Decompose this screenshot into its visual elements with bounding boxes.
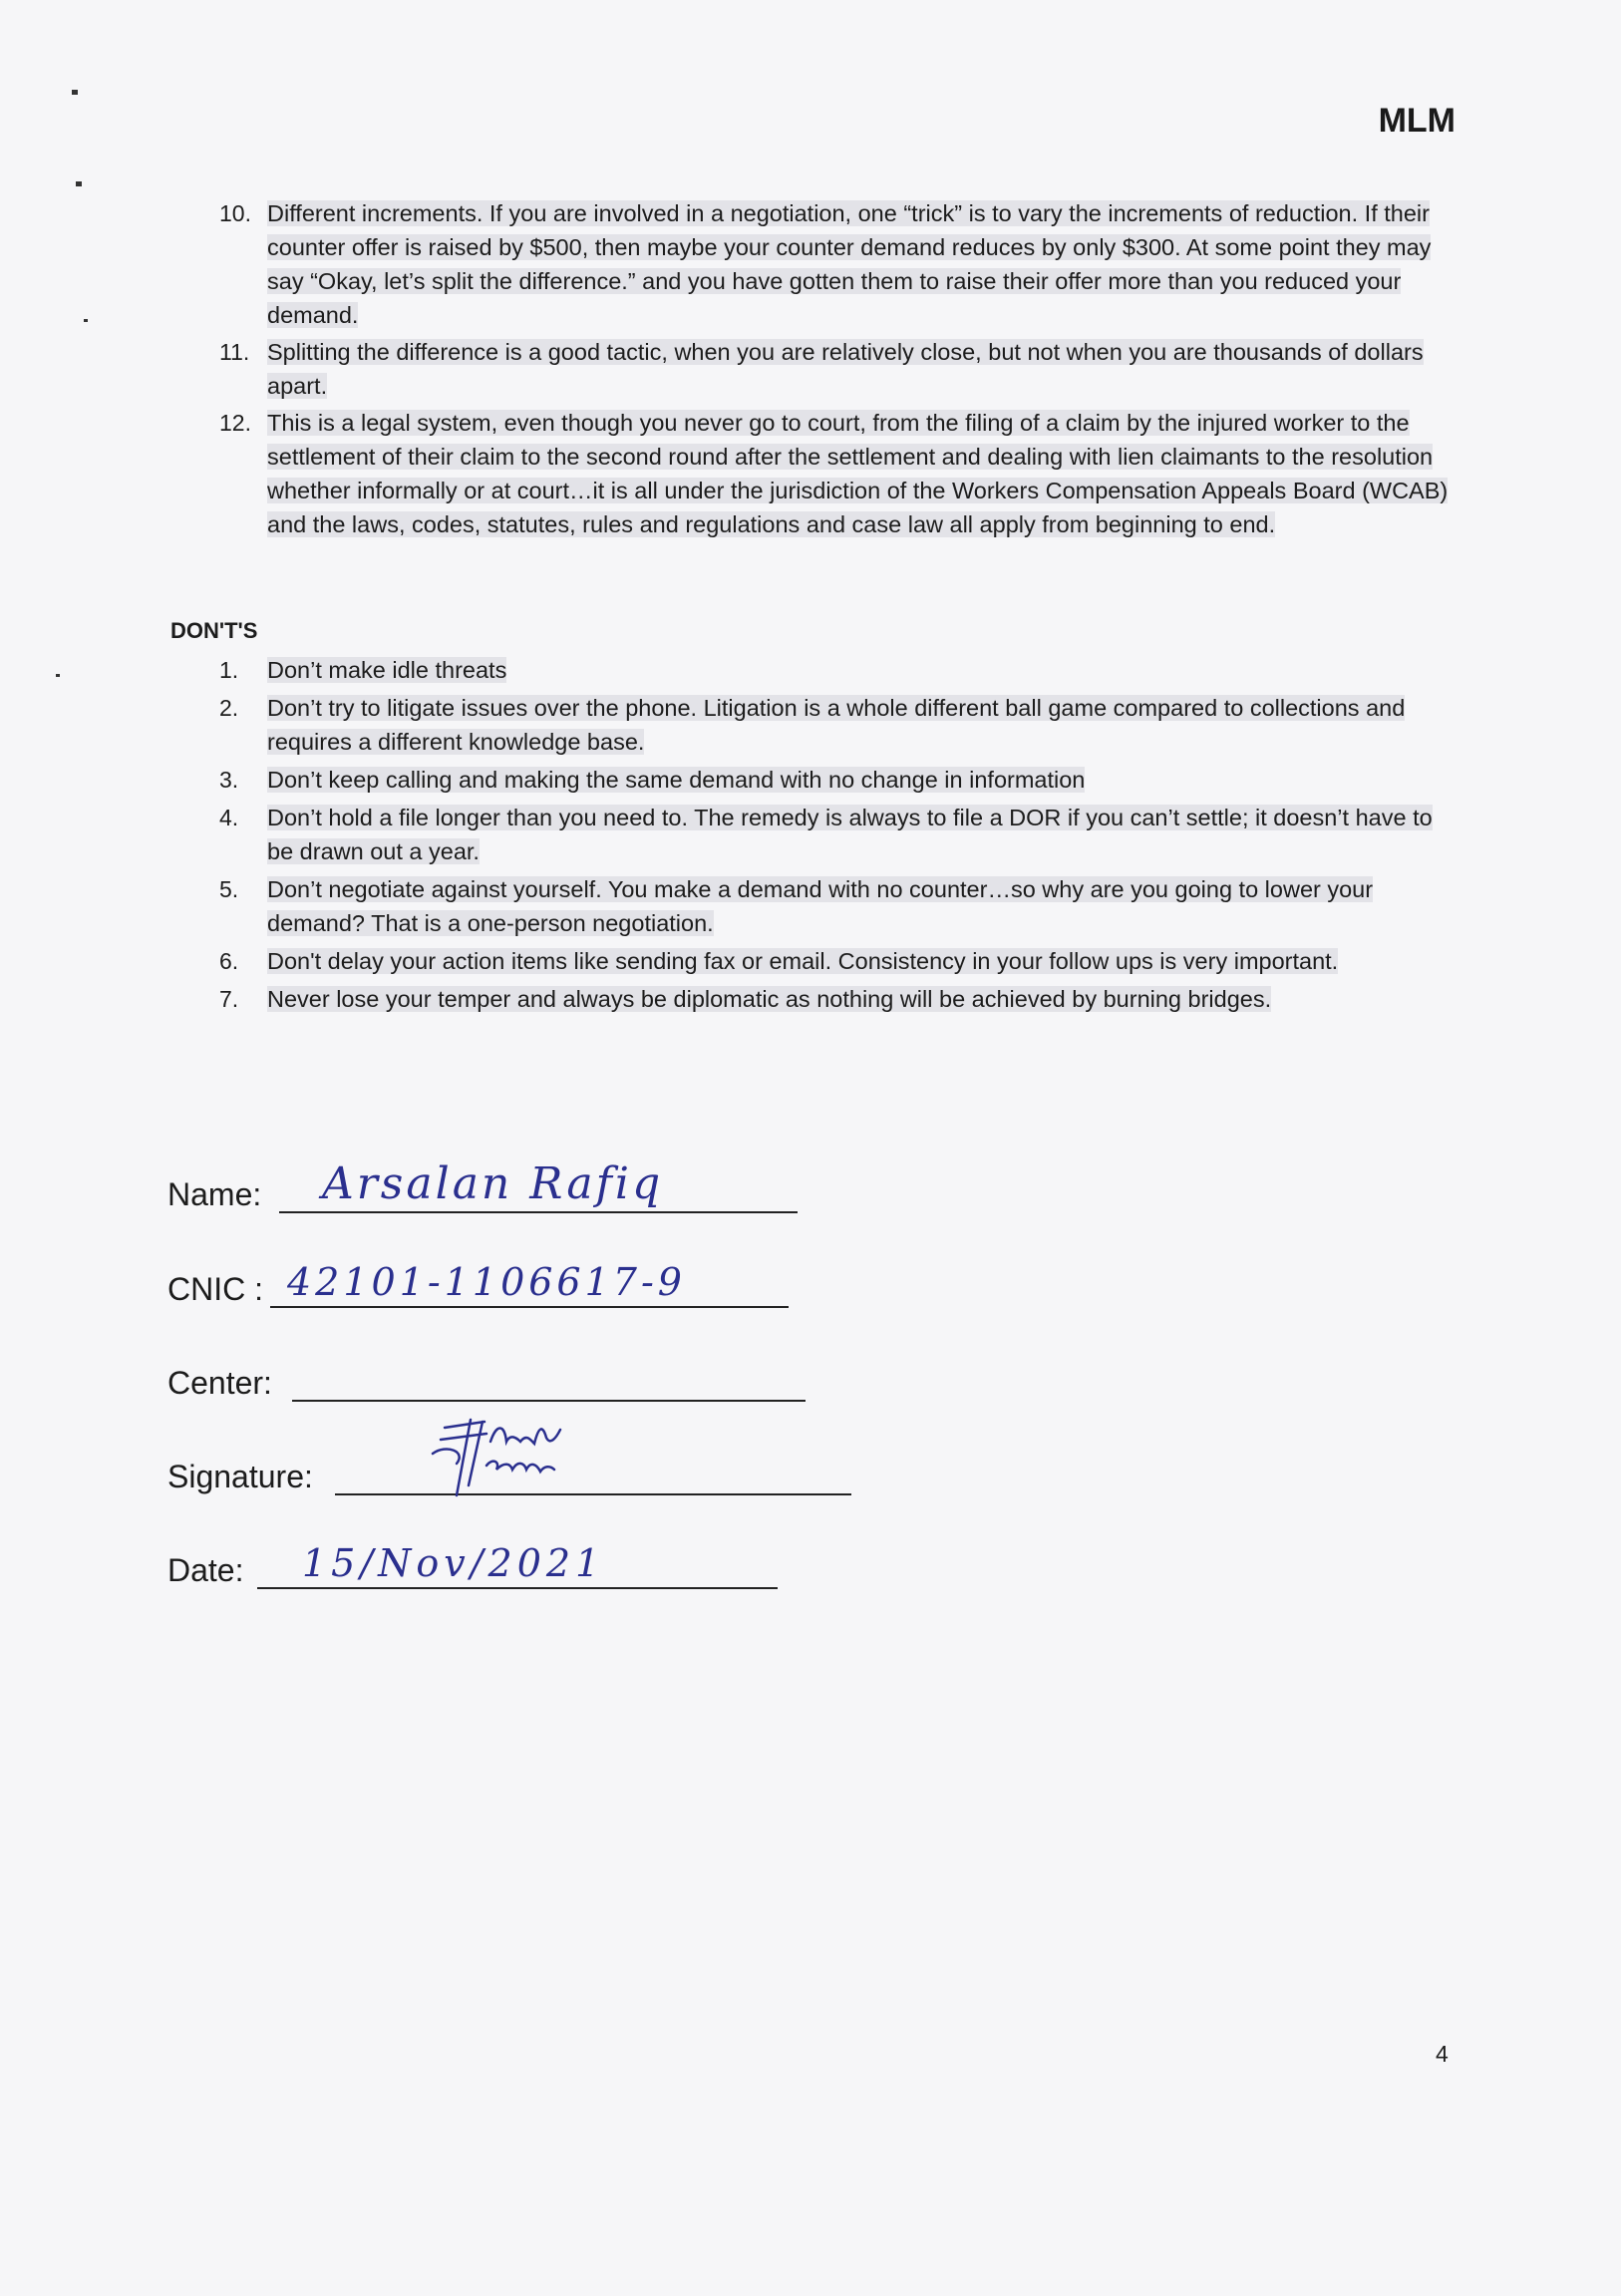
- list-item-text: [267, 763, 1463, 797]
- list-item-number: 6.: [219, 948, 239, 974]
- dos-list: [0, 196, 1621, 544]
- page-number: 4: [1436, 2041, 1449, 2067]
- cnic-field: [167, 1256, 806, 1316]
- name-field: [167, 1158, 806, 1221]
- date-label: Date:: [167, 1552, 244, 1588]
- center-label: Center:: [167, 1365, 272, 1401]
- name-line: [279, 1211, 798, 1213]
- list-item-number: 2.: [219, 695, 239, 721]
- donts-list: [0, 653, 1621, 1020]
- list-item-text: [267, 982, 1463, 1016]
- list-item-number: 4.: [219, 805, 239, 830]
- date-line: [257, 1587, 778, 1589]
- header-mark: MLM: [1378, 102, 1456, 140]
- list-item: [0, 982, 1621, 1016]
- list-item-number: 7.: [219, 986, 239, 1012]
- list-item-highlight: Different increments. If you are involved in a negotiation, one “trick” is to vary the increments of reduction. If their counter offer is raised by $500, then maybe your counter demand reduces by only $300. At some point they may say “Okay, let’s split the difference.” and you have gotten them to raise their offer more than you reduced your demand.: [267, 200, 1432, 328]
- scan-edge-mark: [76, 181, 82, 186]
- cnic-line: [270, 1306, 789, 1308]
- list-item: [0, 872, 1621, 940]
- cnic-value: 42101-1106617-9: [287, 1260, 686, 1304]
- scan-edge-mark: [72, 90, 78, 95]
- cnic-label: CNIC :: [167, 1271, 263, 1307]
- list-item-highlight: Don't delay your action items like sending fax or email. Consistency in your follow ups is very important.: [267, 948, 1339, 974]
- donts-title: DON'T'S: [170, 618, 258, 643]
- list-item-highlight: Don’t keep calling and making the same demand with no change in information: [267, 767, 1086, 793]
- date-value: 15/Nov/2021: [302, 1541, 605, 1585]
- list-item: [0, 691, 1621, 759]
- list-item-number: 12.: [219, 410, 251, 436]
- list-item: [0, 801, 1621, 868]
- list-item-text: [267, 335, 1463, 403]
- list-item: [0, 335, 1621, 403]
- list-item: [0, 763, 1621, 797]
- list-item-text: [267, 801, 1463, 868]
- list-item-text: [267, 872, 1463, 940]
- list-item-text: [267, 196, 1463, 332]
- list-item-number: 5.: [219, 876, 239, 902]
- signature-field: [167, 1444, 865, 1503]
- list-item-number: 11.: [219, 339, 250, 365]
- list-item-highlight: Splitting the difference is a good tactic, when you are relatively close, but not when you are thousands of dollars apart.: [267, 339, 1424, 399]
- list-item-text: [267, 653, 1463, 687]
- list-item-text: [267, 944, 1463, 978]
- list-item-text: [267, 691, 1463, 759]
- list-item-highlight: This is a legal system, even though you never go to court, from the filing of a claim by the injured worker to the settlement of their claim to the second round after the settlement and dealing with lien claimants to the resolution whether informally or at court…it is all under the jurisdiction of the Workers Compensation Appeals Board (WCAB) and the laws, codes, statutes, rules and regulations and case law all apply from beginning to end.: [267, 410, 1449, 537]
- list-item: [0, 653, 1621, 687]
- list-item-highlight: Never lose your temper and always be diplomatic as nothing will be achieved by burning bridges.: [267, 986, 1272, 1012]
- list-item-text: [267, 406, 1463, 541]
- signature-label: Signature:: [167, 1459, 313, 1494]
- list-item: [0, 406, 1621, 541]
- list-item-number: 1.: [219, 657, 239, 683]
- list-item: [0, 944, 1621, 978]
- list-item-number: 3.: [219, 767, 239, 793]
- name-value: Arsalan Rafiq: [322, 1158, 664, 1209]
- list-item-number: 10.: [219, 200, 251, 226]
- list-item-highlight: Don’t negotiate against yourself. You make a demand with no counter…so why are you going to lower your demand? That is a one-person negotiation.: [267, 876, 1374, 936]
- center-field: [167, 1350, 825, 1410]
- name-label: Name:: [167, 1176, 262, 1212]
- list-item-highlight: Don’t make idle threats: [267, 657, 507, 683]
- center-line: [292, 1400, 806, 1402]
- list-item: [0, 196, 1621, 332]
- signature-scribble: [427, 1414, 596, 1501]
- list-item-highlight: Don’t hold a file longer than you need to. The remedy is always to file a DOR if you can’t settle; it doesn’t have to be drawn out a year.: [267, 805, 1433, 864]
- date-field: [167, 1537, 806, 1597]
- list-item-highlight: Don’t try to litigate issues over the phone. Litigation is a whole different ball game compared to collections and requires a different knowledge base.: [267, 695, 1406, 755]
